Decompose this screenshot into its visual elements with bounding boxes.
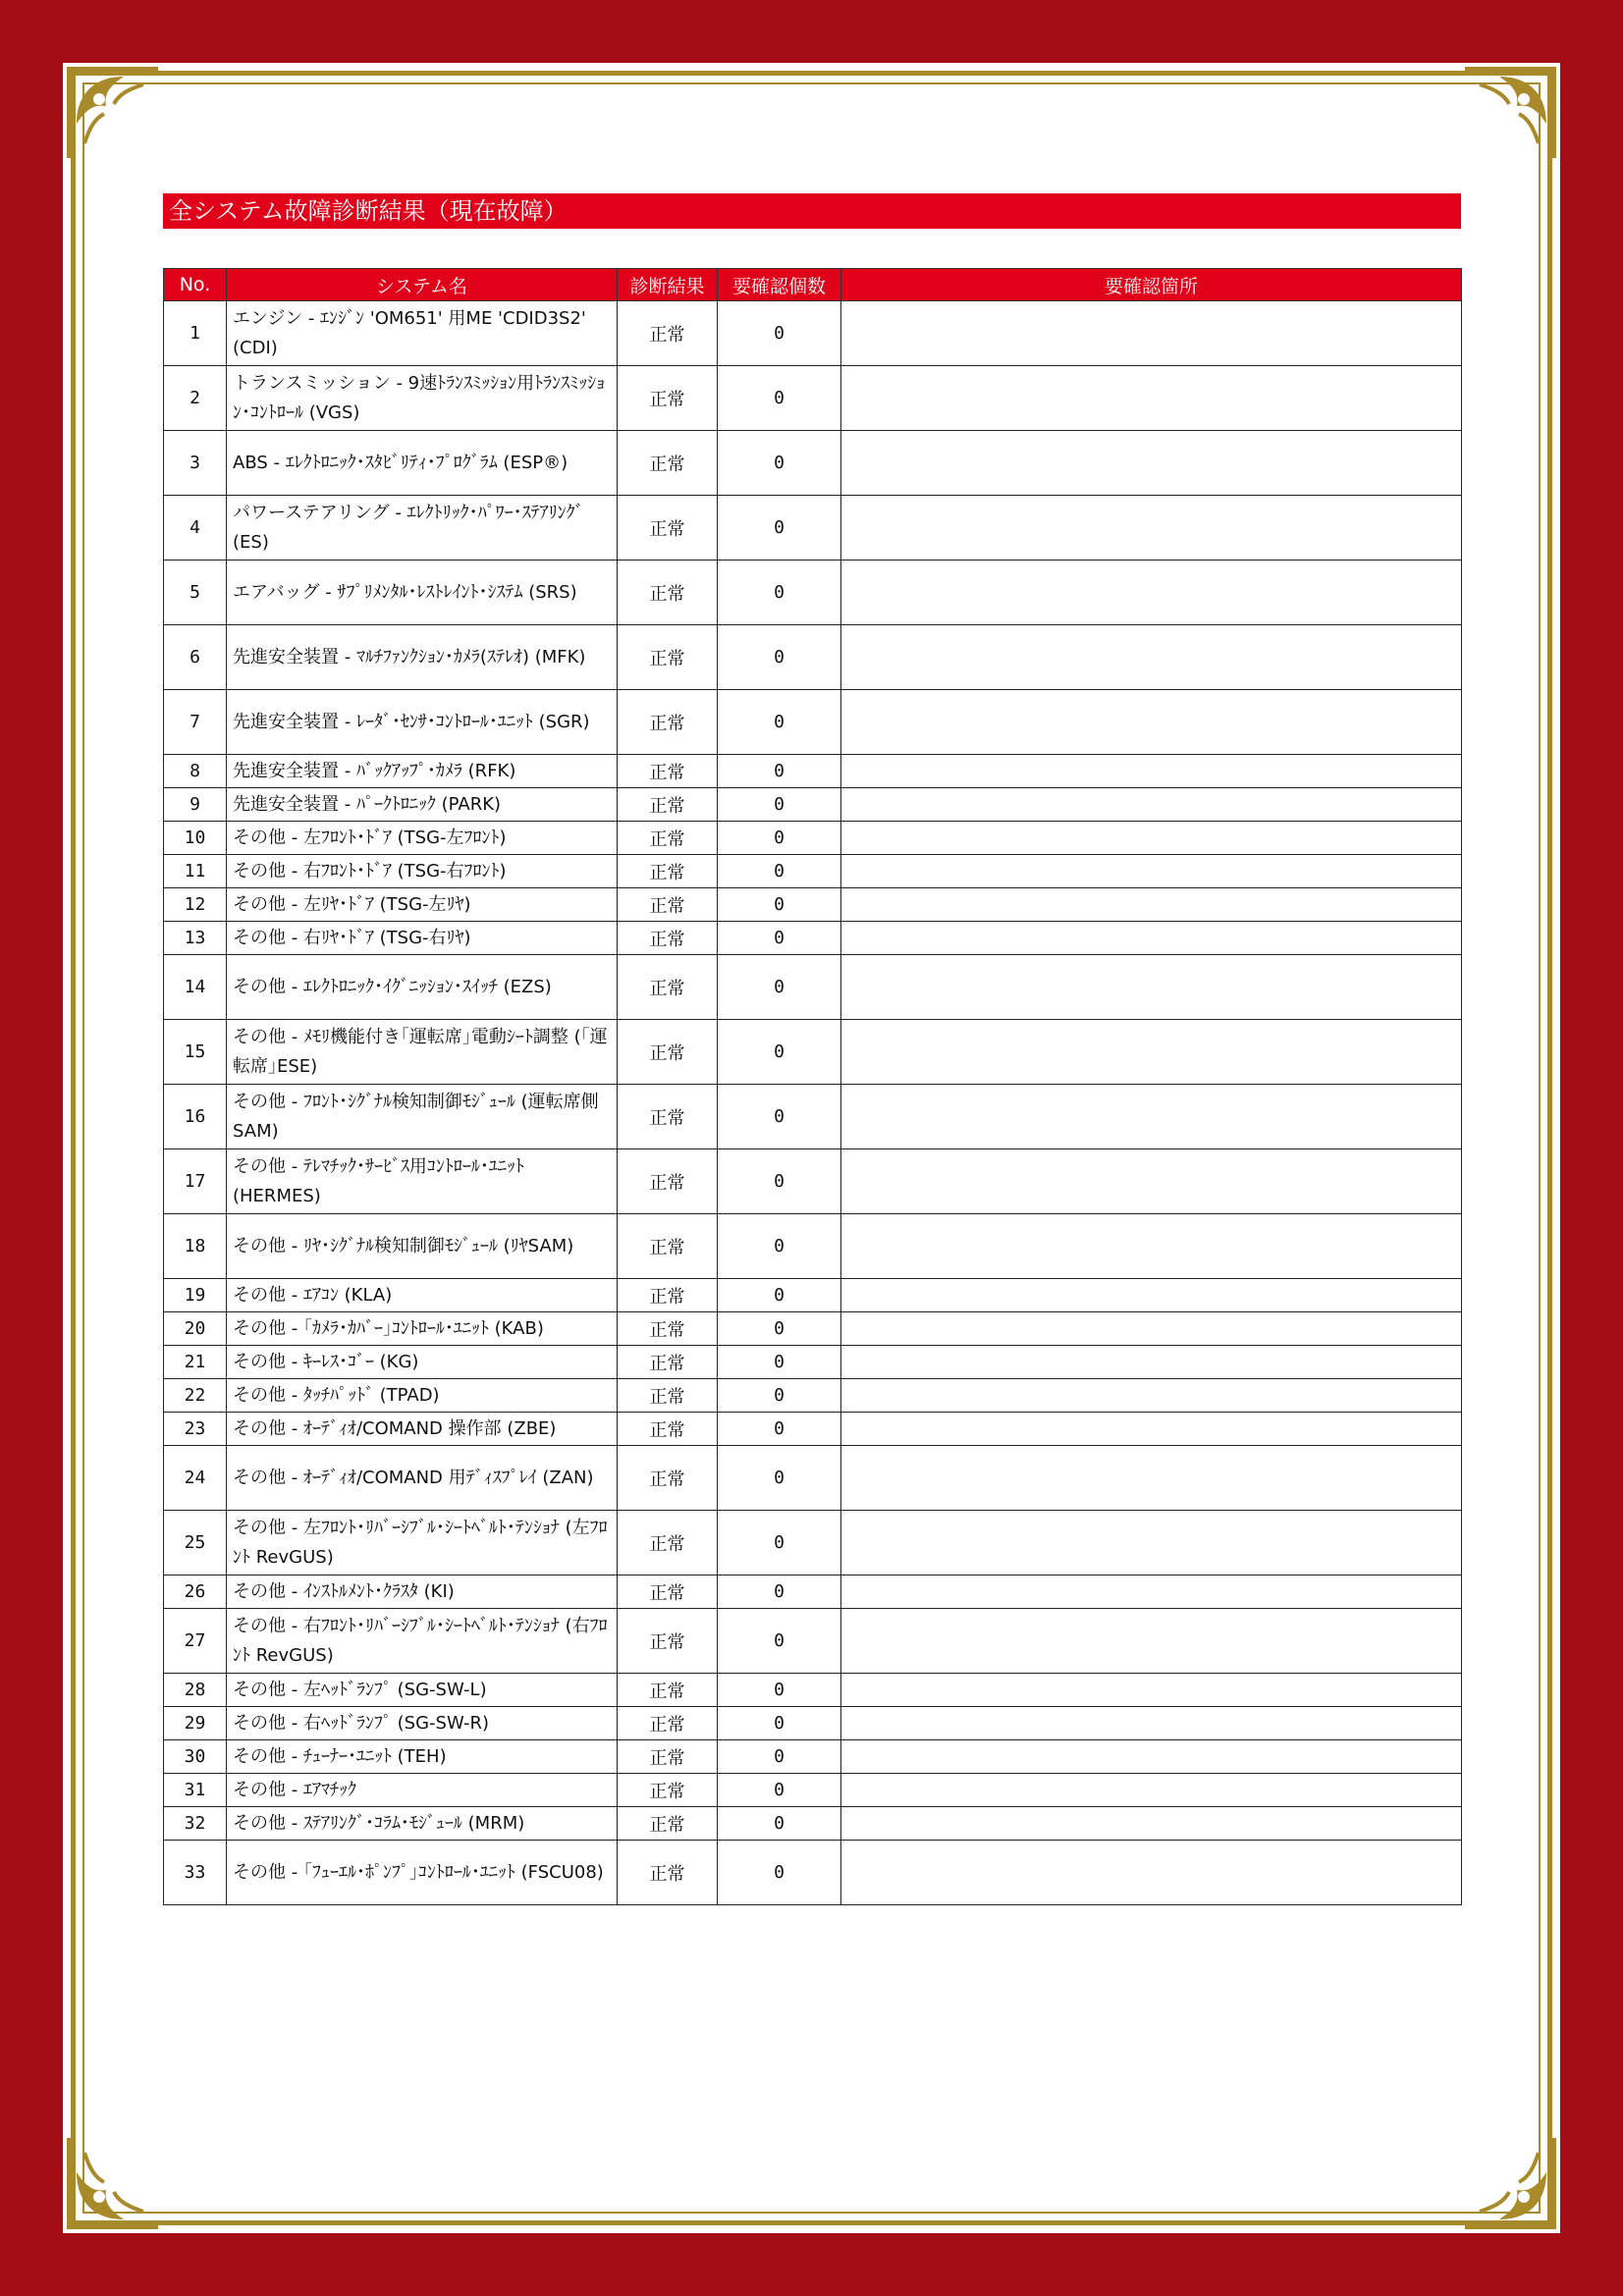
diagnosis-result: 正常 bbox=[618, 301, 718, 366]
system-name: その他 - ﾀｯﾁﾊﾟｯﾄﾞ (TPAD) bbox=[227, 1379, 618, 1413]
system-name: その他 - 右ﾍｯﾄﾞﾗﾝﾌﾟ (SG-SW-R) bbox=[227, 1707, 618, 1740]
diagnosis-result: 正常 bbox=[618, 1149, 718, 1214]
row-number: 20 bbox=[164, 1312, 227, 1346]
check-count: 0 bbox=[718, 690, 841, 755]
table-header-row bbox=[164, 269, 1462, 301]
diagnosis-table bbox=[163, 268, 1462, 1905]
row-number: 10 bbox=[164, 822, 227, 855]
check-count: 0 bbox=[718, 888, 841, 922]
diagnosis-result: 正常 bbox=[618, 496, 718, 561]
table-row bbox=[164, 788, 1462, 822]
table-row bbox=[164, 1807, 1462, 1841]
row-number: 16 bbox=[164, 1085, 227, 1149]
corner-ornament-icon bbox=[65, 65, 163, 163]
system-name: その他 - ｴｱｺﾝ (KLA) bbox=[227, 1279, 618, 1312]
row-number: 29 bbox=[164, 1707, 227, 1740]
diagnosis-result: 正常 bbox=[618, 1674, 718, 1707]
check-location bbox=[841, 1609, 1462, 1674]
table-row bbox=[164, 855, 1462, 888]
row-number: 18 bbox=[164, 1214, 227, 1279]
table-row bbox=[164, 755, 1462, 788]
system-name: その他 - ｵｰﾃﾞｨｵ/COMAND 操作部 (ZBE) bbox=[227, 1413, 618, 1446]
system-name: その他 - ﾒﾓﾘ機能付き｢運転席｣電動ｼｰﾄ調整 (｢運転席｣ESE) bbox=[227, 1020, 618, 1085]
row-number: 17 bbox=[164, 1149, 227, 1214]
check-count: 0 bbox=[718, 301, 841, 366]
row-number: 30 bbox=[164, 1740, 227, 1774]
diagnosis-result: 正常 bbox=[618, 625, 718, 690]
check-count: 0 bbox=[718, 1575, 841, 1609]
system-name: その他 - 左ﾌﾛﾝﾄ･ﾘﾊﾞｰｼﾌﾞﾙ･ｼｰﾄﾍﾞﾙﾄ･ﾃﾝｼｮﾅ (左ﾌﾛﾝﾄ RevGUS) bbox=[227, 1511, 618, 1575]
table-row bbox=[164, 1511, 1462, 1575]
row-number: 31 bbox=[164, 1774, 227, 1807]
table-row bbox=[164, 1379, 1462, 1413]
table-row bbox=[164, 1707, 1462, 1740]
check-location bbox=[841, 888, 1462, 922]
diagnosis-result: 正常 bbox=[618, 922, 718, 955]
diagnosis-result: 正常 bbox=[618, 366, 718, 431]
header-location: 要確認箇所 bbox=[841, 269, 1462, 301]
check-location bbox=[841, 1740, 1462, 1774]
check-location bbox=[841, 690, 1462, 755]
row-number: 5 bbox=[164, 561, 227, 625]
system-name: その他 - 右ﾘﾔ･ﾄﾞｱ (TSG-右ﾘﾔ) bbox=[227, 922, 618, 955]
check-location bbox=[841, 496, 1462, 561]
check-location bbox=[841, 955, 1462, 1020]
check-location bbox=[841, 1674, 1462, 1707]
check-count: 0 bbox=[718, 1312, 841, 1346]
table-row bbox=[164, 1674, 1462, 1707]
row-number: 28 bbox=[164, 1674, 227, 1707]
table-row bbox=[164, 1609, 1462, 1674]
check-count: 0 bbox=[718, 1841, 841, 1905]
corner-ornament-icon bbox=[65, 2133, 163, 2231]
check-location bbox=[841, 855, 1462, 888]
row-number: 23 bbox=[164, 1413, 227, 1446]
system-name: その他 - ｵｰﾃﾞｨｵ/COMAND 用ﾃﾞｨｽﾌﾟﾚｲ (ZAN) bbox=[227, 1446, 618, 1511]
table-row bbox=[164, 1446, 1462, 1511]
check-count: 0 bbox=[718, 855, 841, 888]
diagnosis-result: 正常 bbox=[618, 1020, 718, 1085]
check-location bbox=[841, 1020, 1462, 1085]
check-location bbox=[841, 1446, 1462, 1511]
diagnosis-result: 正常 bbox=[618, 822, 718, 855]
system-name: その他 - ｴﾚｸﾄﾛﾆｯｸ･ｲｸﾞﾆｯｼｮﾝ･ｽｲｯﾁ (EZS) bbox=[227, 955, 618, 1020]
diagnosis-result: 正常 bbox=[618, 1807, 718, 1841]
row-number: 21 bbox=[164, 1346, 227, 1379]
system-name: その他 - ﾁｭｰﾅｰ･ﾕﾆｯﾄ (TEH) bbox=[227, 1740, 618, 1774]
system-name: その他 - ﾌﾛﾝﾄ･ｼｸﾞﾅﾙ検知制御ﾓｼﾞｭｰﾙ (運転席側SAM) bbox=[227, 1085, 618, 1149]
row-number: 24 bbox=[164, 1446, 227, 1511]
system-name: その他 - 右ﾌﾛﾝﾄ･ﾘﾊﾞｰｼﾌﾞﾙ･ｼｰﾄﾍﾞﾙﾄ･ﾃﾝｼｮﾅ (右ﾌﾛﾝﾄ RevGUS) bbox=[227, 1609, 618, 1674]
system-name: その他 - 右ﾌﾛﾝﾄ･ﾄﾞｱ (TSG-右ﾌﾛﾝﾄ) bbox=[227, 855, 618, 888]
row-number: 26 bbox=[164, 1575, 227, 1609]
system-name: 先進安全装置 - ﾊﾞｯｸｱｯﾌﾟ･ｶﾒﾗ (RFK) bbox=[227, 755, 618, 788]
system-name: パワーステアリング - ｴﾚｸﾄﾘｯｸ･ﾊﾟﾜｰ･ｽﾃｱﾘﾝｸﾞ (ES) bbox=[227, 496, 618, 561]
table-row bbox=[164, 1149, 1462, 1214]
check-location bbox=[841, 1774, 1462, 1807]
diagnosis-result: 正常 bbox=[618, 1511, 718, 1575]
system-name: ABS - ｴﾚｸﾄﾛﾆｯｸ･ｽﾀﾋﾞﾘﾃｨ･ﾌﾟﾛｸﾞﾗﾑ (ESP®) bbox=[227, 431, 618, 496]
check-location bbox=[841, 1413, 1462, 1446]
diagnosis-result: 正常 bbox=[618, 1774, 718, 1807]
diagnosis-result: 正常 bbox=[618, 1379, 718, 1413]
table-row bbox=[164, 301, 1462, 366]
diagnosis-result: 正常 bbox=[618, 561, 718, 625]
row-number: 15 bbox=[164, 1020, 227, 1085]
check-count: 0 bbox=[718, 1609, 841, 1674]
table-row bbox=[164, 822, 1462, 855]
check-location bbox=[841, 1575, 1462, 1609]
table-row bbox=[164, 690, 1462, 755]
system-name: エンジン - ｴﾝｼﾞﾝ 'OM651' 用ME 'CDID3S2' (CDI) bbox=[227, 301, 618, 366]
diagnosis-result: 正常 bbox=[618, 1413, 718, 1446]
report-title: 全システム故障診断結果（現在故障） bbox=[163, 193, 1461, 229]
table-row bbox=[164, 496, 1462, 561]
check-count: 0 bbox=[718, 1085, 841, 1149]
table-row bbox=[164, 1740, 1462, 1774]
table-row bbox=[164, 888, 1462, 922]
check-count: 0 bbox=[718, 1807, 841, 1841]
system-name: トランスミッション - 9速ﾄﾗﾝｽﾐｯｼｮﾝ用ﾄﾗﾝｽﾐｯｼｮﾝ･ｺﾝﾄﾛｰﾙ (VGS) bbox=[227, 366, 618, 431]
diagnosis-result: 正常 bbox=[618, 1609, 718, 1674]
check-count: 0 bbox=[718, 1674, 841, 1707]
diagnosis-result: 正常 bbox=[618, 1707, 718, 1740]
check-count: 0 bbox=[718, 366, 841, 431]
check-count: 0 bbox=[718, 431, 841, 496]
header-system: システム名 bbox=[227, 269, 618, 301]
row-number: 33 bbox=[164, 1841, 227, 1905]
system-name: その他 - ｷｰﾚｽ･ｺﾞｰ (KG) bbox=[227, 1346, 618, 1379]
table-row bbox=[164, 955, 1462, 1020]
system-name: エアバッグ - ｻﾌﾟﾘﾒﾝﾀﾙ･ﾚｽﾄﾚｲﾝﾄ･ｼｽﾃﾑ (SRS) bbox=[227, 561, 618, 625]
table-row bbox=[164, 366, 1462, 431]
system-name: 先進安全装置 - ﾏﾙﾁﾌｧﾝｸｼｮﾝ･ｶﾒﾗ(ｽﾃﾚｵ) (MFK) bbox=[227, 625, 618, 690]
table-row bbox=[164, 625, 1462, 690]
check-location bbox=[841, 788, 1462, 822]
table-row bbox=[164, 922, 1462, 955]
check-count: 0 bbox=[718, 1379, 841, 1413]
table-row bbox=[164, 1841, 1462, 1905]
diagnosis-result: 正常 bbox=[618, 1085, 718, 1149]
check-count: 0 bbox=[718, 561, 841, 625]
diagnosis-result: 正常 bbox=[618, 1346, 718, 1379]
table-row bbox=[164, 561, 1462, 625]
check-count: 0 bbox=[718, 1214, 841, 1279]
diagnosis-result: 正常 bbox=[618, 888, 718, 922]
row-number: 14 bbox=[164, 955, 227, 1020]
check-count: 0 bbox=[718, 625, 841, 690]
check-count: 0 bbox=[718, 922, 841, 955]
check-location bbox=[841, 1149, 1462, 1214]
check-location bbox=[841, 1707, 1462, 1740]
row-number: 25 bbox=[164, 1511, 227, 1575]
system-name: その他 - ｢ｶﾒﾗ･ｶﾊﾞｰ｣ｺﾝﾄﾛｰﾙ･ﾕﾆｯﾄ (KAB) bbox=[227, 1312, 618, 1346]
table-body bbox=[164, 301, 1462, 1905]
header-no: No. bbox=[164, 269, 227, 301]
diagnosis-result: 正常 bbox=[618, 755, 718, 788]
check-count: 0 bbox=[718, 755, 841, 788]
row-number: 9 bbox=[164, 788, 227, 822]
check-location bbox=[841, 822, 1462, 855]
row-number: 8 bbox=[164, 755, 227, 788]
row-number: 32 bbox=[164, 1807, 227, 1841]
system-name: その他 - 左ﾌﾛﾝﾄ･ﾄﾞｱ (TSG-左ﾌﾛﾝﾄ) bbox=[227, 822, 618, 855]
table-row bbox=[164, 1774, 1462, 1807]
check-count: 0 bbox=[718, 1279, 841, 1312]
check-location bbox=[841, 1279, 1462, 1312]
diagnosis-result: 正常 bbox=[618, 1279, 718, 1312]
system-name: その他 - 左ﾍｯﾄﾞﾗﾝﾌﾟ (SG-SW-L) bbox=[227, 1674, 618, 1707]
system-name: その他 - 左ﾘﾔ･ﾄﾞｱ (TSG-左ﾘﾔ) bbox=[227, 888, 618, 922]
check-location bbox=[841, 1312, 1462, 1346]
row-number: 6 bbox=[164, 625, 227, 690]
system-name: 先進安全装置 - ﾚｰﾀﾞ･ｾﾝｻ･ｺﾝﾄﾛｰﾙ･ﾕﾆｯﾄ (SGR) bbox=[227, 690, 618, 755]
check-count: 0 bbox=[718, 1707, 841, 1740]
diagnosis-result: 正常 bbox=[618, 1740, 718, 1774]
table-row bbox=[164, 1214, 1462, 1279]
check-location bbox=[841, 1841, 1462, 1905]
check-location bbox=[841, 1346, 1462, 1379]
diagnosis-result: 正常 bbox=[618, 788, 718, 822]
diagnosis-result: 正常 bbox=[618, 431, 718, 496]
check-count: 0 bbox=[718, 1020, 841, 1085]
row-number: 2 bbox=[164, 366, 227, 431]
check-location bbox=[841, 431, 1462, 496]
table-row bbox=[164, 1413, 1462, 1446]
row-number: 22 bbox=[164, 1379, 227, 1413]
check-count: 0 bbox=[718, 1413, 841, 1446]
table-row bbox=[164, 1575, 1462, 1609]
diagnosis-result: 正常 bbox=[618, 1446, 718, 1511]
diagnosis-result: 正常 bbox=[618, 1575, 718, 1609]
corner-ornament-icon bbox=[1460, 65, 1558, 163]
check-count: 0 bbox=[718, 788, 841, 822]
check-location bbox=[841, 1085, 1462, 1149]
system-name: 先進安全装置 - ﾊﾟｰｸﾄﾛﾆｯｸ (PARK) bbox=[227, 788, 618, 822]
diagnosis-result: 正常 bbox=[618, 1214, 718, 1279]
check-count: 0 bbox=[718, 955, 841, 1020]
diagnosis-result: 正常 bbox=[618, 955, 718, 1020]
row-number: 13 bbox=[164, 922, 227, 955]
check-location bbox=[841, 625, 1462, 690]
table-row bbox=[164, 1020, 1462, 1085]
row-number: 3 bbox=[164, 431, 227, 496]
row-number: 19 bbox=[164, 1279, 227, 1312]
header-result: 診断結果 bbox=[618, 269, 718, 301]
diagnosis-result: 正常 bbox=[618, 1841, 718, 1905]
check-count: 0 bbox=[718, 1346, 841, 1379]
check-count: 0 bbox=[718, 1446, 841, 1511]
check-location bbox=[841, 1379, 1462, 1413]
check-location bbox=[841, 301, 1462, 366]
table-row bbox=[164, 431, 1462, 496]
system-name: その他 - ｲﾝｽﾄﾙﾒﾝﾄ･ｸﾗｽﾀ (KI) bbox=[227, 1575, 618, 1609]
table-row bbox=[164, 1346, 1462, 1379]
corner-ornament-icon bbox=[1460, 2133, 1558, 2231]
system-name: その他 - ﾘﾔ･ｼｸﾞﾅﾙ検知制御ﾓｼﾞｭｰﾙ (ﾘﾔSAM) bbox=[227, 1214, 618, 1279]
check-count: 0 bbox=[718, 1740, 841, 1774]
check-location bbox=[841, 1511, 1462, 1575]
table-row bbox=[164, 1085, 1462, 1149]
check-count: 0 bbox=[718, 1511, 841, 1575]
row-number: 7 bbox=[164, 690, 227, 755]
system-name: その他 - ｽﾃｱﾘﾝｸﾞ･ｺﾗﾑ･ﾓｼﾞｭｰﾙ (MRM) bbox=[227, 1807, 618, 1841]
system-name: その他 - ﾃﾚﾏﾁｯｸ･ｻｰﾋﾞｽ用ｺﾝﾄﾛｰﾙ･ﾕﾆｯﾄ (HERMES) bbox=[227, 1149, 618, 1214]
check-location bbox=[841, 755, 1462, 788]
check-location bbox=[841, 366, 1462, 431]
check-location bbox=[841, 1807, 1462, 1841]
row-number: 1 bbox=[164, 301, 227, 366]
header-count: 要確認個数 bbox=[718, 269, 841, 301]
check-count: 0 bbox=[718, 1149, 841, 1214]
row-number: 4 bbox=[164, 496, 227, 561]
system-name: その他 - ｢ﾌｭｰｴﾙ･ﾎﾟﾝﾌﾟ｣ｺﾝﾄﾛｰﾙ･ﾕﾆｯﾄ (FSCU08) bbox=[227, 1841, 618, 1905]
table-row bbox=[164, 1312, 1462, 1346]
system-name: その他 - ｴｱﾏﾁｯｸ bbox=[227, 1774, 618, 1807]
check-count: 0 bbox=[718, 822, 841, 855]
check-count: 0 bbox=[718, 496, 841, 561]
diagnosis-result: 正常 bbox=[618, 855, 718, 888]
table-row bbox=[164, 1279, 1462, 1312]
row-number: 12 bbox=[164, 888, 227, 922]
diagnosis-result: 正常 bbox=[618, 690, 718, 755]
check-count: 0 bbox=[718, 1774, 841, 1807]
row-number: 27 bbox=[164, 1609, 227, 1674]
check-location bbox=[841, 922, 1462, 955]
diagnosis-result: 正常 bbox=[618, 1312, 718, 1346]
row-number: 11 bbox=[164, 855, 227, 888]
check-location bbox=[841, 561, 1462, 625]
check-location bbox=[841, 1214, 1462, 1279]
